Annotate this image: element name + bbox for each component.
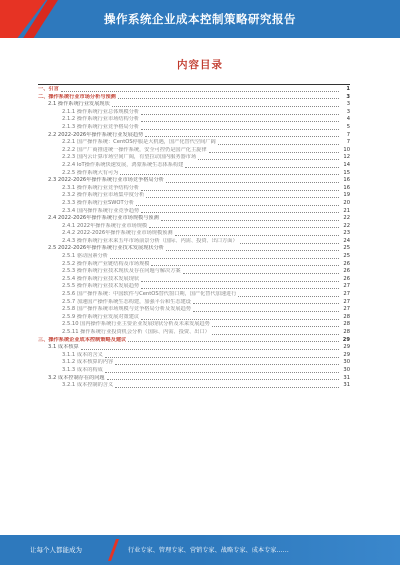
toc-entry-label: 2.5.9 操作系统行业发展对策建议 — [62, 313, 140, 320]
toc-entry[interactable] — [38, 170, 350, 178]
toc-entry-page: 25 — [343, 245, 350, 252]
toc-entry[interactable] — [38, 245, 350, 253]
toc-entry-page: 24 — [343, 237, 350, 244]
footer-red-bar — [108, 539, 119, 561]
toc-entry-page: 20 — [343, 199, 350, 206]
toc-leader-dots — [212, 334, 339, 335]
toc-leader-dots — [218, 144, 339, 145]
toc-entry-label: 2.3.3 操作系统行业SWOT分析 — [62, 199, 135, 206]
toc-entry-label: 2.5.6 国产操作系统：中国软件与CentOS替代窗口期，国产化替代加速进行 — [62, 291, 237, 298]
toc-leader-dots — [141, 319, 339, 320]
toc-entry-page: 27 — [343, 306, 350, 313]
toc-entry[interactable] — [38, 253, 350, 261]
toc-entry-label: 2.5.11 操作系统行业投资机会分析（国际、内需、投资、出口） — [62, 329, 210, 335]
toc-entry-page: 25 — [343, 253, 350, 260]
toc-entry[interactable] — [38, 230, 350, 238]
toc-entry[interactable] — [38, 86, 350, 94]
toc-entry-page: 1 — [346, 86, 350, 92]
toc-entry-page: 3 — [346, 93, 350, 100]
toc-leader-dots — [183, 273, 339, 274]
toc-leader-dots — [175, 235, 339, 236]
toc-leader-dots — [212, 326, 339, 327]
toc-leader-dots — [61, 91, 339, 92]
toc-entry[interactable] — [38, 299, 350, 307]
toc-entry[interactable] — [38, 238, 350, 246]
toc-entry-page: 22 — [343, 222, 350, 229]
toc-entry-label: 2.4.3 操作系统行业未来五年市场前景分析（国际、内需、投资、出口方面） — [62, 237, 238, 244]
footer-banner — [0, 535, 400, 565]
toc-entry-label: 2.3 2022-2026年操作系统行业市场竞争格局分析 — [48, 177, 164, 184]
toc-entry-label: 3.1.1 成本的含义 — [62, 351, 103, 358]
toc-leader-dots — [238, 296, 339, 297]
toc-entry-page: 4 — [346, 116, 350, 123]
toc-entry[interactable] — [38, 139, 350, 147]
toc-entry-page: 16 — [343, 177, 350, 184]
toc-entry[interactable] — [38, 283, 350, 291]
toc-entry-page: 31 — [343, 374, 350, 381]
toc-entry[interactable] — [38, 101, 350, 109]
toc-entry-label: 2.5 2022-2026年操作系统行业技术发展现状分析 — [48, 245, 164, 252]
toc-leader-dots — [118, 98, 339, 99]
toc-entry[interactable] — [38, 185, 350, 193]
toc-entry-page: 22 — [343, 215, 350, 222]
toc-entry-page: 28 — [343, 329, 350, 335]
toc-entry[interactable] — [38, 177, 350, 185]
toc-entry-page: 27 — [343, 291, 350, 298]
toc-entry[interactable] — [38, 223, 350, 231]
toc-entry[interactable] — [38, 344, 350, 352]
toc-leader-dots — [107, 379, 339, 380]
toc-entry[interactable] — [38, 382, 350, 390]
toc-entry-label: 2.2.5 操作系统大有可为 — [62, 169, 119, 176]
toc-entry[interactable] — [38, 162, 350, 170]
toc-entry-page: 7 — [346, 131, 350, 138]
toc-leader-dots — [141, 288, 339, 289]
toc-entry[interactable] — [38, 337, 350, 345]
toc-entry-page: 26 — [343, 275, 350, 282]
toc-entry[interactable] — [38, 192, 350, 200]
footer-slogan: 让每个人都能成为 — [30, 546, 82, 554]
toc-entry[interactable] — [38, 124, 350, 132]
toc-entry[interactable] — [38, 147, 350, 155]
toc-leader-dots — [141, 212, 339, 213]
toc-entry-label: 2.2.3 国内云计算市场空间广阔，有望拉动国内服务器市场 — [62, 154, 197, 161]
toc-entry-label: 2.2.2 国产厂商推进统一操作系统，安全可控仍是国产化主旋律 — [62, 146, 207, 153]
toc-entry-page: 16 — [343, 184, 350, 191]
toc-entry[interactable] — [38, 321, 350, 329]
toc-entry[interactable] — [38, 200, 350, 208]
toc-entry[interactable] — [38, 359, 350, 367]
toc-entry[interactable] — [38, 261, 350, 269]
toc-leader-dots — [161, 220, 339, 221]
toc-entry-label: 一、引言 — [38, 86, 59, 92]
toc-entry-page: 7 — [346, 139, 350, 146]
toc-leader-dots — [141, 121, 339, 122]
toc-entry-label: 3.1.2 成本核算的内容 — [62, 359, 114, 366]
toc-entry[interactable] — [38, 215, 350, 223]
toc-leader-dots — [141, 129, 339, 130]
toc-entry[interactable] — [38, 268, 350, 276]
toc-entry[interactable] — [38, 94, 350, 102]
toc-entry-label: 3.2.1 成本控制的含义 — [62, 382, 114, 389]
toc-leader-dots — [151, 265, 339, 266]
toc-entry-page: 30 — [343, 366, 350, 373]
toc-entry-label: 2.5.5 操作系统行业技术发展趋势 — [62, 283, 140, 290]
toc-entry[interactable] — [38, 116, 350, 124]
toc-leader-dots — [185, 167, 339, 168]
toc-entry-label: 2.5.4 操作系统行业技术发展现状 — [62, 275, 140, 282]
toc-leader-dots — [166, 250, 339, 251]
toc-title: 内容目录 — [177, 59, 223, 71]
toc-entry-label: 2.1.2 操作系统行业市场结构分析 — [62, 116, 140, 123]
toc-entry-page: 5 — [346, 123, 350, 130]
table-of-contents — [38, 86, 350, 390]
toc-entry-label: 2.5.8 国产操作系统市场规模与竞争格局分析及发展趋势 — [62, 306, 191, 313]
toc-entry-page: 29 — [343, 344, 350, 351]
toc-leader-dots — [146, 197, 339, 198]
toc-entry[interactable] — [38, 306, 350, 314]
toc-entry-label: 2.5.3 操作系统行业技术现状及存在问题与解决方案 — [62, 268, 181, 275]
toc-entry-page: 10 — [343, 146, 350, 153]
toc-entry[interactable] — [38, 109, 350, 117]
toc-entry-label: 2.1 操作系统行业发展现状 — [48, 101, 110, 108]
toc-entry-label: 2.5.2 操作系统产业链结构及市场规模 — [62, 260, 150, 267]
toc-entry-page: 19 — [343, 192, 350, 199]
toc-entry[interactable] — [38, 352, 350, 360]
toc-leader-dots — [145, 136, 339, 137]
toc-leader-dots — [141, 114, 339, 115]
toc-entry-label: 3.1 成本核算 — [48, 344, 79, 351]
toc-entry-label: 3.2 成本控制存在的问题 — [48, 374, 105, 381]
toc-leader-dots — [149, 227, 339, 228]
toc-entry-label: 2.3.2 操作系统行业市场集中度分析 — [62, 192, 145, 199]
toc-entry-page: 28 — [343, 321, 350, 328]
toc-entry-page: 3 — [346, 108, 350, 115]
toc-leader-dots — [115, 387, 339, 388]
toc-leader-dots — [240, 243, 339, 244]
toc-entry-label: 2.5.1 驱动因素分析 — [62, 253, 108, 260]
toc-leader-dots — [209, 152, 339, 153]
toc-entry-label: 2.5.7 加速国产操作系统生态构建，加强平台和生态建设 — [62, 298, 191, 305]
toc-entry-label: 2.2 2022-2026年操作系统行业发展趋势 — [48, 131, 144, 138]
toc-top-rule — [38, 84, 350, 85]
toc-entry-page: 27 — [343, 283, 350, 290]
toc-entry-label: 2.5.10 国内操作系统行业主要企业发展现状分析及未来发展趋势 — [62, 321, 210, 328]
toc-entry-page: 27 — [343, 298, 350, 305]
toc-entry[interactable] — [38, 367, 350, 375]
toc-entry-page: 12 — [343, 154, 350, 161]
toc-entry-label: 2.3.1 操作系统行业竞争结构分析 — [62, 184, 140, 191]
toc-entry-label: 2.3.4 国内操作系统行业竞争趋势 — [62, 207, 140, 214]
toc-leader-dots — [81, 349, 339, 350]
toc-entry-page: 3 — [346, 101, 350, 108]
toc-entry-label: 2.1.3 操作系统行业竞争格局分析 — [62, 123, 140, 130]
toc-entry-page: 21 — [343, 207, 350, 214]
toc-entry-page: 26 — [343, 268, 350, 275]
toc-entry[interactable] — [38, 154, 350, 162]
toc-entry-page: 29 — [343, 351, 350, 358]
toc-leader-dots — [136, 205, 339, 206]
toc-entry[interactable] — [38, 208, 350, 216]
toc-leader-dots — [198, 159, 339, 160]
toc-leader-dots — [166, 182, 339, 183]
toc-leader-dots — [105, 372, 339, 373]
toc-entry-label: 二、操作系统行业市场分析与预测 — [38, 93, 116, 100]
toc-entry[interactable] — [38, 132, 350, 140]
toc-leader-dots — [110, 258, 339, 259]
toc-leader-dots — [115, 364, 339, 365]
toc-entry-page: 14 — [343, 161, 350, 168]
toc-entry-page: 15 — [343, 169, 350, 176]
toc-leader-dots — [193, 303, 339, 304]
toc-entry-page: 26 — [343, 260, 350, 267]
toc-entry-label: 三、操作系统企业成本控制策略及建议 — [38, 336, 127, 343]
toc-entry-page: 31 — [343, 382, 350, 389]
toc-leader-dots — [141, 281, 339, 282]
toc-entry-page: 30 — [343, 359, 350, 366]
toc-leader-dots — [141, 190, 339, 191]
toc-entry-label: 2.4.2 2022-2026年操作系统行业市场规模预测 — [62, 230, 173, 237]
toc-leader-dots — [128, 341, 339, 342]
report-title: 操作系统企业成本控制策略研究报告 — [104, 12, 296, 26]
toc-entry-page: 28 — [343, 313, 350, 320]
footer-tagline: 行业专家、管理专家、营销专家、战略专家、成本专家…… — [128, 547, 289, 554]
toc-entry-page: 23 — [343, 230, 350, 237]
toc-entry[interactable] — [38, 276, 350, 284]
toc-entry-label: 2.4 2022-2026年操作系统行业市场规模与预测 — [48, 215, 159, 222]
toc-entry-label: 3.1.3 成本的构成 — [62, 366, 103, 373]
toc-entry-page: 29 — [342, 336, 350, 343]
toc-leader-dots — [193, 311, 339, 312]
toc-entry[interactable] — [38, 329, 350, 337]
toc-entry[interactable] — [38, 314, 350, 322]
toc-entry-label: 2.1.1 操作系统行业总体规模分析 — [62, 108, 140, 115]
toc-leader-dots — [112, 106, 339, 107]
toc-entry[interactable] — [38, 291, 350, 299]
toc-entry-label: 2.4.1 2022年操作系统行业市场规模 — [62, 222, 148, 229]
toc-leader-dots — [105, 357, 339, 358]
toc-entry-label: 2.2.4 IoT操作系统快速发展，鸿蒙系统生态体系构建 — [62, 161, 184, 168]
toc-leader-dots — [120, 174, 339, 175]
toc-entry[interactable] — [38, 375, 350, 383]
header-banner — [0, 0, 400, 38]
toc-entry-label: 2.2.1 国产操作系统：CentOS停服是大机遇，国产化替代空间广阔 — [62, 139, 216, 146]
